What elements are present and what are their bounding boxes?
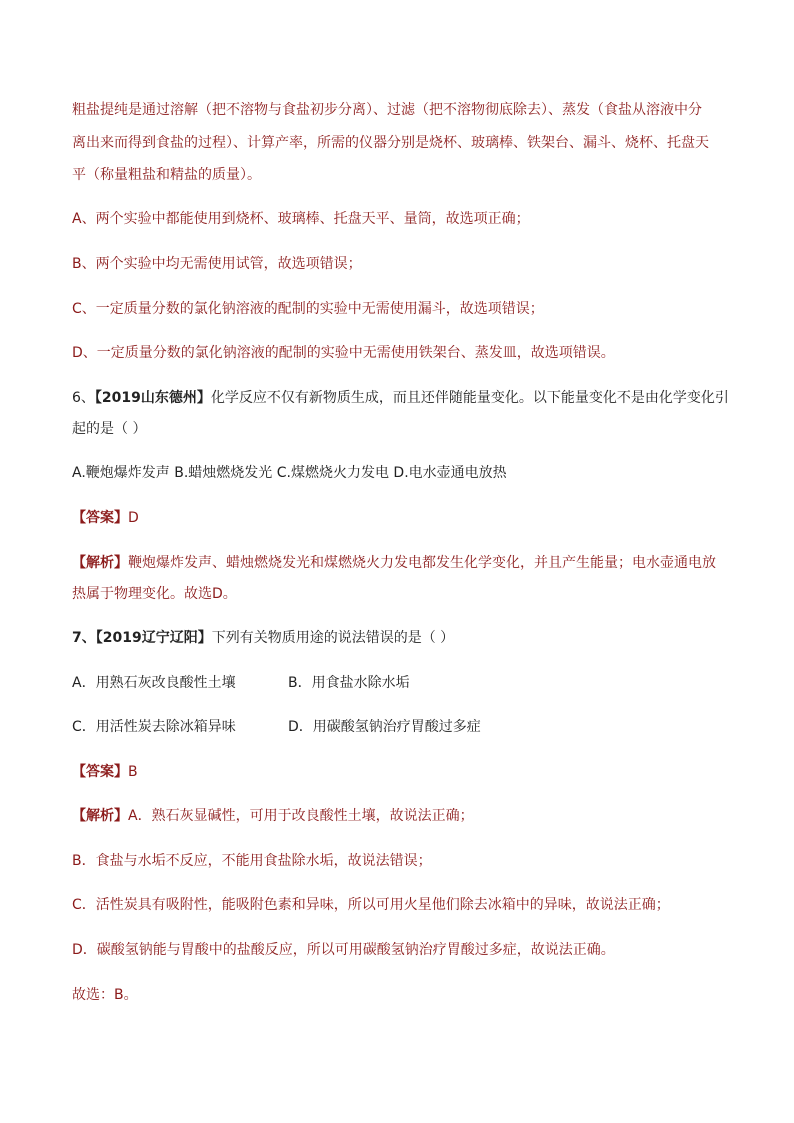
q5-option-a: A、两个实验中都能使用到烧杯、玻璃棒、托盘天平、量筒，故选项正确； xyxy=(72,211,530,227)
q6-number: 6、 xyxy=(72,390,95,406)
q7-answer-value: B xyxy=(128,764,138,780)
q6-analysis-text: 鞭炮爆炸发声、蜡烛燃烧发光和煤燃烧火力发电都发生化学变化，并且产生能量；电水壶通电放 xyxy=(128,555,716,571)
q6-analysis-line-2: 热属于物理变化。故选D。 xyxy=(72,586,237,602)
q5-option-d: D、一定质量分数的氯化钠溶液的配制的实验中无需使用铁架台、蒸发皿，故选项错误。 xyxy=(72,345,615,361)
q7-analysis-d: D．碳酸氢钠能与胃酸中的盐酸反应，所以可用碳酸氢钠治疗胃酸过多症，故说法正确。 xyxy=(72,942,615,958)
q7-analysis-a-text: A．熟石灰显碱性，可用于改良酸性土壤，故说法正确； xyxy=(128,808,474,824)
q5-option-c: C、一定质量分数的氯化钠溶液的配制的实验中无需使用漏斗，故选项错误； xyxy=(72,301,544,317)
q7-analysis-c: C．活性炭具有吸附性，能吸附色素和异味，所以可用火星他们除去冰箱中的异味，故说法正确； xyxy=(72,897,670,913)
q6-stem-line-1 xyxy=(72,388,729,408)
q7-stem xyxy=(72,628,454,648)
q5-option-b: B、两个实验中均无需使用试管，故选项错误； xyxy=(72,256,362,272)
q6-stem-line-2: 起的是（ ） xyxy=(72,421,147,437)
q7-answer-label: 【答案】 xyxy=(72,764,128,780)
q6-source: 【2019山东德州】 xyxy=(94,390,211,406)
q7-answer xyxy=(72,762,138,782)
q7-option-d: D．用碳酸氢钠治疗胃酸过多症 xyxy=(288,719,481,735)
q7-source: 【2019辽宁辽阳】 xyxy=(95,630,212,646)
q7-number: 7、 xyxy=(72,630,96,646)
q7-analysis-b: B．食盐与水垢不反应，不能用食盐除水垢，故说法错误； xyxy=(72,853,432,869)
q6-answer-label: 【答案】 xyxy=(72,510,128,526)
q6-analysis-label: 【解析】 xyxy=(72,555,128,571)
q7-analysis-label: 【解析】 xyxy=(72,808,128,824)
q6-answer-value: D xyxy=(128,510,139,526)
q6-answer xyxy=(72,508,139,528)
q7-stem-text: 下列有关物质用途的说法错误的是（ ） xyxy=(211,630,455,646)
q7-conclusion: 故选：B。 xyxy=(72,987,138,1003)
q6-options: A.鞭炮爆炸发声 B.蜡烛燃烧发光 C.煤燃烧火力发电 D.电水壶通电放热 xyxy=(72,465,507,481)
q6-stem-text: 化学反应不仅有新物质生成，而且还伴随能量变化。以下能量变化不是由化学变化引 xyxy=(210,390,729,406)
q7-option-b: B．用食盐水除水垢 xyxy=(288,675,410,691)
intro-line-1: 粗盐提纯是通过溶解（把不溶物与食盐初步分离）、过滤（把不溶物彻底除去）、蒸发（食盐从溶液中分 xyxy=(72,102,702,118)
intro-line-2: 离出来而得到食盐的过程）、计算产率，所需的仪器分别是烧杯、玻璃棒、铁架台、漏斗、烧杯、托盘天 xyxy=(72,135,709,151)
q7-analysis-a xyxy=(72,806,474,826)
q7-option-c: C．用活性炭去除冰箱异味 xyxy=(72,719,236,735)
intro-line-3: 平（称量粗盐和精盐的质量）。 xyxy=(72,167,261,183)
q7-option-a: A．用熟石灰改良酸性土壤 xyxy=(72,675,236,691)
q6-analysis-line-1 xyxy=(72,553,716,573)
